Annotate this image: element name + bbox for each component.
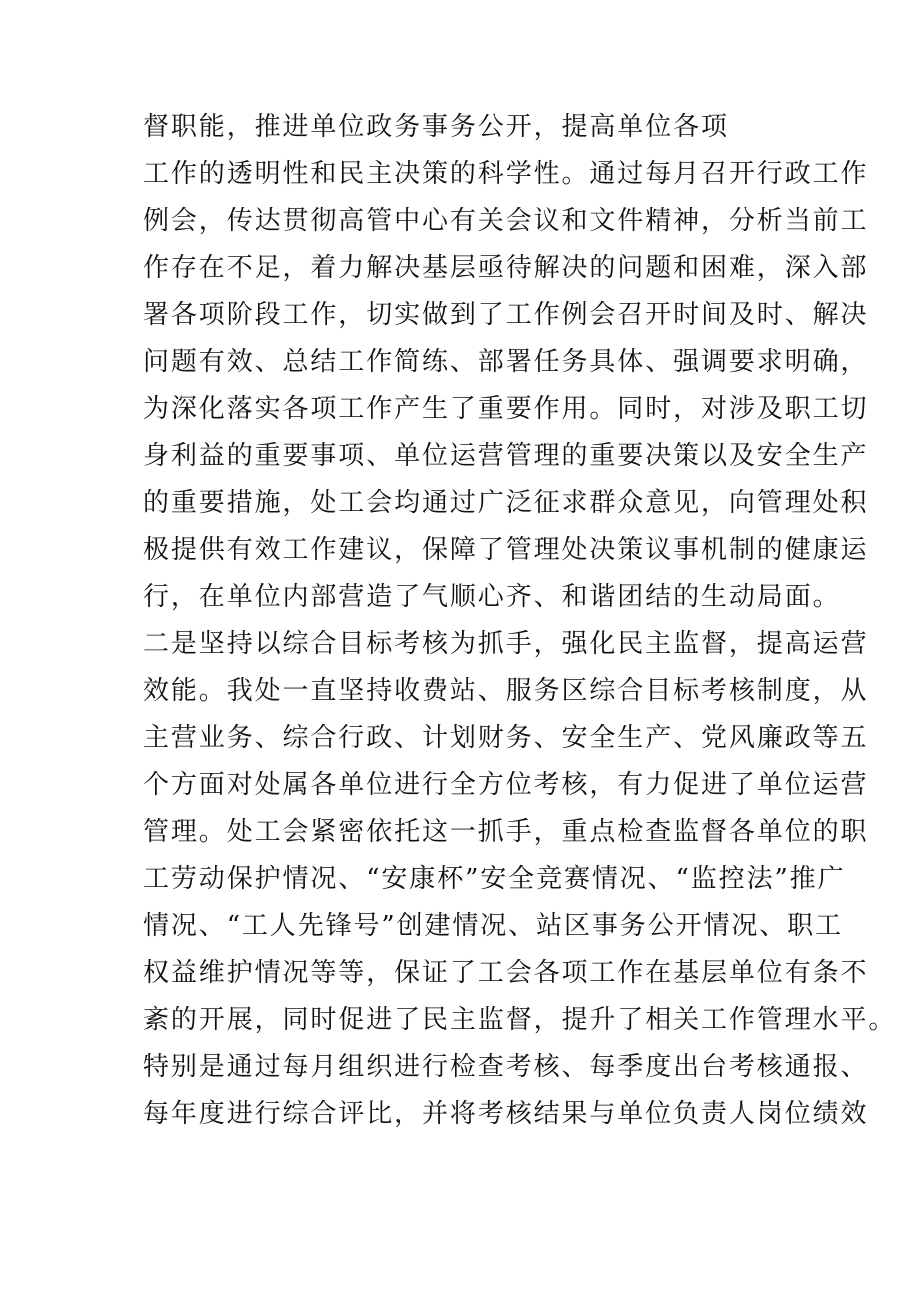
text-line: 作存在不足，着力解决基层亟待解决的问题和困难，深入部 [143,253,869,283]
text-line: 管理。处工会紧密依托这一抓手，重点检查监督各单位的职 [143,817,869,847]
text-line: 情况、“工人先锋号”创建情况、站区事务公开情况、职工 [143,911,843,941]
text-line: 身利益的重要事项、单位运营管理的重要决策以及安全生产 [143,441,869,471]
text-line: 极提供有效工作建议，保障了管理处决策议事机制的健康运 [143,535,869,565]
text-line: 主营业务、综合行政、计划财务、安全生产、党风廉政等五 [143,723,869,753]
body-text [143,104,897,1138]
text-line: 个方面对处属各单位进行全方位考核，有力促进了单位运营 [143,770,869,800]
text-line: 特别是通过每月组织进行检查考核、每季度出台考核通报、 [143,1052,869,1082]
text-line: 督职能，推进单位政务事务公开，提高单位各项 [143,112,729,142]
text-line: 署各项阶段工作，切实做到了工作例会召开时间及时、解决 [143,300,869,330]
text-line: 行，在单位内部营造了气顺心齐、和谐团结的生动局面。 [143,582,841,612]
text-line: 问题有效、总结工作简练、部署任务具体、强调要求明确， [143,347,869,377]
text-line: 效能。我处一直坚持收费站、服务区综合目标考核制度，从 [143,676,869,706]
text-line: 的重要措施，处工会均通过广泛征求群众意见，向管理处积 [143,488,869,518]
text-line: 权益维护情况等等，保证了工会各项工作在基层单位有条不 [143,958,869,988]
text-line: 二是坚持以综合目标考核为抓手，强化民主监督，提高运营 [143,629,869,659]
text-line: 工作的透明性和民主决策的科学性。通过每月召开行政工作 [143,159,869,189]
text-line: 紊的开展，同时促进了民主监督，提升了相关工作管理水平。 [143,1005,897,1035]
text-line: 例会，传达贯彻高管中心有关会议和文件精神，分析当前工 [143,206,869,236]
text-line: 为深化落实各项工作产生了重要作用。同时，对涉及职工切 [143,394,869,424]
text-line: 工劳动保护情况、“安康杯”安全竞赛情况、“监控法”推广 [143,864,846,894]
text-line: 每年度进行综合评比，并将考核结果与单位负责人岗位绩效 [143,1099,869,1129]
